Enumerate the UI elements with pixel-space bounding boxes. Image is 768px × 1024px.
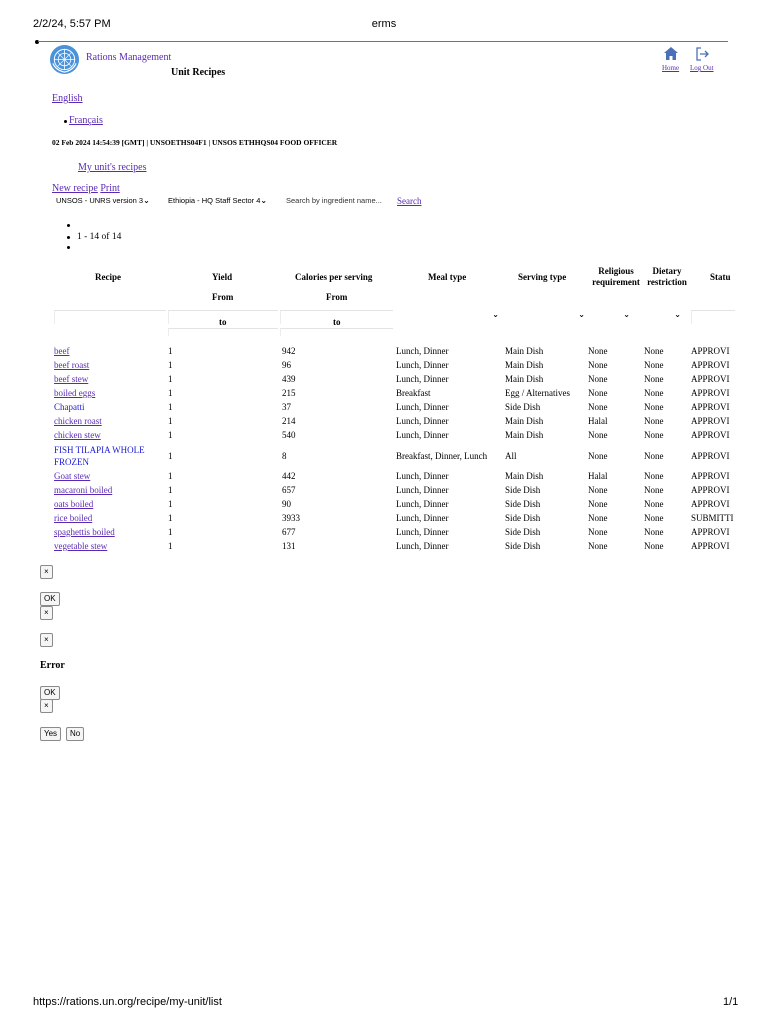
error-dialog-title: Error [40,660,65,671]
chevron-down-icon: ⌄ [578,310,585,319]
status-cell: APPROVI [691,451,730,461]
recipe-link[interactable]: chicken stew [54,430,101,440]
column-header-calories[interactable]: Calories per serving [295,272,373,282]
religious-cell: Halal [588,471,608,481]
chevron-down-icon: ⌄ [492,310,499,319]
meal-type-cell: Breakfast, Dinner, Lunch [396,451,488,461]
yield-cell: 1 [168,402,173,412]
dietary-cell: None [644,402,664,412]
status-cell: SUBMITTI [691,513,734,523]
calories-cell: 215 [282,388,296,398]
home-link[interactable]: Home [662,64,680,72]
calories-cell: 442 [282,471,296,481]
dietary-cell: None [644,360,664,370]
yield-cell: 1 [168,360,173,370]
dietary-cell: None [644,416,664,426]
meal-type-cell: Breakfast [396,388,431,398]
recipe-link[interactable]: chicken roast [54,416,102,426]
search-link[interactable]: Search [397,196,422,206]
recipe-link[interactable]: beef roast [54,360,90,370]
dialog-close-button[interactable]: × [40,606,53,620]
yield-cell: 1 [168,513,173,523]
ingredient-search-input[interactable]: Search by ingredient name... [286,196,382,205]
yield-cell: 1 [168,499,173,509]
print-datetime: 2/2/24, 5:57 PM [33,18,111,30]
logout-icon[interactable] [694,46,710,62]
calories-cell: 677 [282,527,296,537]
location-select[interactable] [168,196,268,205]
list-bullet [67,224,70,227]
calories-cell: 214 [282,416,296,426]
new-recipe-link[interactable]: New recipe [52,183,98,194]
action-links [52,183,120,194]
serving-type-cell: Main Dish [505,430,544,440]
religious-cell: None [588,430,608,440]
pagination-info: 1 - 14 of 14 [77,232,122,242]
dietary-cell: None [644,471,664,481]
religious-cell: None [588,485,608,495]
meal-type-cell: Lunch, Dinner [396,360,449,370]
error-ok-button[interactable]: OK [40,686,60,700]
dietary-cell: None [644,513,664,523]
serving-type-cell: Main Dish [505,360,544,370]
calories-cell: 3933 [282,513,300,523]
yield-cell: 1 [168,430,173,440]
print-header [33,18,735,32]
yield-cell: 1 [168,388,173,398]
status-cell: APPROVI [691,485,730,495]
religious-cell: None [588,360,608,370]
calories-cell: 37 [282,402,291,412]
yield-to-input[interactable] [168,328,278,336]
version-select[interactable] [56,196,150,205]
column-header-serving-type[interactable]: Serving type [518,272,567,282]
chevron-down-icon: ⌄ [260,196,268,205]
confirm-dialog-close-button[interactable]: × [40,699,53,713]
yield-cell: 1 [168,471,173,481]
print-footer-page: 1/1 [723,996,739,1008]
meal-type-cell: Lunch, Dinner [396,471,449,481]
dietary-cell: None [644,374,664,384]
list-bullet [67,236,70,239]
language-french-link[interactable]: Français [69,115,103,126]
calories-cell: 942 [282,346,296,356]
religious-cell: None [588,402,608,412]
serving-type-filter-select[interactable] [505,310,589,324]
religious-cell: None [588,451,608,461]
meal-type-filter-select[interactable] [395,310,503,324]
column-header-religious[interactable] [588,266,644,288]
recipe-link[interactable]: Chapatti [54,402,85,412]
yield-cell: 1 [168,416,173,426]
dietary-cell: None [644,485,664,495]
religious-cell: None [588,346,608,356]
status-cell: APPROVI [691,388,730,398]
error-dialog-close-button[interactable]: × [40,633,53,647]
recipe-link[interactable]: macaroni boiled [54,485,113,495]
recipe-link[interactable]: Goat stew [54,471,91,481]
meal-type-cell: Lunch, Dinner [396,527,449,537]
calories-cell: 90 [282,499,291,509]
meal-type-cell: Lunch, Dinner [396,485,449,495]
serving-type-cell: Egg / Alternatives [505,388,570,398]
dietary-cell: None [644,541,664,551]
page-title: Unit Recipes [171,67,226,78]
chevron-down-icon: ⌄ [623,310,630,319]
location-select-value: Ethiopia - HQ Staff Sector 4 [168,196,261,205]
status-cell: APPROVI [691,527,730,537]
meal-type-cell: Lunch, Dinner [396,346,449,356]
serving-type-cell: All [505,451,517,461]
calories-cell: 96 [282,360,291,370]
column-header-dietary-line1: Dietary [652,266,682,276]
serving-type-cell: Side Dish [505,499,541,509]
dietary-cell: None [644,388,664,398]
recipe-link[interactable]: spaghettis boiled [54,527,115,537]
column-header-yield[interactable]: Yield [212,272,233,282]
print-link[interactable]: Print [100,183,120,194]
calories-to-input[interactable] [280,328,393,336]
meal-type-cell: Lunch, Dinner [396,416,449,426]
dietary-cell: None [644,499,664,509]
dietary-cell: None [644,346,664,356]
column-header-meal-type[interactable]: Meal type [428,272,467,282]
print-footer-url: https://rations.un.org/recipe/my-unit/list [33,996,222,1008]
status-cell: APPROVI [691,541,730,551]
religious-cell: None [588,388,608,398]
status-cell: APPROVI [691,499,730,509]
yield-cell: 1 [168,541,173,551]
dietary-cell: None [644,527,664,537]
status-cell: APPROVI [691,416,730,426]
un-emblem-icon [49,44,80,75]
status-cell: APPROVI [691,346,730,356]
column-header-dietary[interactable] [643,266,691,288]
column-header-dietary-line2: restriction [647,277,687,287]
recipe-link[interactable]: boiled eggs [54,388,96,398]
meal-type-cell: Lunch, Dinner [396,513,449,523]
recipe-link[interactable]: rice boiled [54,513,93,523]
religious-cell: None [588,527,608,537]
meal-type-cell: Lunch, Dinner [396,541,449,551]
serving-type-cell: Side Dish [505,527,541,537]
calories-to-label: to [333,317,341,327]
recipe-link[interactable]: FISH TILAPIA WHOLE [54,445,145,455]
yield-cell: 1 [168,527,173,537]
home-icon[interactable] [663,46,679,62]
dietary-cell: None [644,430,664,440]
recipe-link[interactable]: oats boiled [54,499,94,509]
serving-type-cell: Side Dish [505,513,541,523]
yield-to-label: to [219,317,227,327]
recipe-link-line2[interactable]: FROZEN [54,457,90,467]
status-cell: APPROVI [691,471,730,481]
calories-cell: 439 [282,374,296,384]
religious-cell: None [588,513,608,523]
status-cell: APPROVI [691,402,730,412]
recipe-link[interactable]: beef stew [54,374,89,384]
status-cell: APPROVI [691,430,730,440]
column-header-status[interactable]: Statu [710,272,731,282]
my-unit-recipes-link[interactable]: My unit's recipes [78,162,147,173]
column-header-recipe[interactable]: Recipe [95,272,121,282]
serving-type-cell: Side Dish [505,485,541,495]
status-cell: APPROVI [691,360,730,370]
meal-type-cell: Lunch, Dinner [396,374,449,384]
column-header-religious-line1: Religious [598,266,634,276]
header-divider [38,41,728,42]
serving-type-cell: Main Dish [505,374,544,384]
app-name: Rations Management [86,52,172,63]
serving-type-cell: Side Dish [505,541,541,551]
calories-cell: 131 [282,541,296,551]
dietary-cell: None [644,451,664,461]
version-select-value: UNSOS - UNRS version 3 [56,196,144,205]
dialog-close-button[interactable]: × [40,565,53,579]
recipe-link[interactable]: vegetable stew [54,541,108,551]
yield-cell: 1 [168,374,173,384]
yield-cell: 1 [168,451,173,461]
serving-type-cell: Side Dish [505,402,541,412]
yield-from-label: From [212,292,234,302]
serving-type-cell: Main Dish [505,346,544,356]
logout-link[interactable]: Log Out [690,64,714,72]
status-filter-input[interactable] [691,310,735,324]
confirm-yes-button[interactable]: Yes [40,727,61,741]
yield-cell: 1 [168,346,173,356]
meal-type-cell: Lunch, Dinner [396,430,449,440]
chevron-down-icon: ⌄ [143,196,150,205]
recipe-link[interactable]: beef [54,346,70,356]
dietary-filter-select[interactable] [647,310,687,324]
yield-cell: 1 [168,485,173,495]
recipe-filter-input[interactable] [54,310,166,324]
religious-cell: None [588,541,608,551]
column-header-religious-line2: requirement [592,277,640,287]
serving-type-cell: Main Dish [505,416,544,426]
print-title: erms [371,18,397,30]
calories-cell: 540 [282,430,296,440]
status-cell: APPROVI [691,374,730,384]
list-bullet [64,120,67,123]
calories-cell: 657 [282,485,296,495]
religious-filter-select[interactable] [598,310,638,324]
serving-type-cell: Main Dish [505,471,544,481]
language-english-link[interactable]: English [52,93,83,104]
calories-cell: 8 [282,451,287,461]
meal-type-cell: Lunch, Dinner [396,499,449,509]
religious-cell: None [588,374,608,384]
dialog-ok-button[interactable]: OK [40,592,60,606]
calories-from-label: From [326,292,348,302]
meal-type-cell: Lunch, Dinner [396,402,449,412]
list-bullet [67,246,70,249]
chevron-down-icon: ⌄ [674,310,681,319]
session-info: 02 Feb 2024 14:54:39 [GMT] | UNSOETHS04F1 | UNSOS ETHHQS04 FOOD OFFICER [52,138,338,147]
religious-cell: Halal [588,416,608,426]
religious-cell: None [588,499,608,509]
confirm-no-button[interactable]: No [66,727,84,741]
